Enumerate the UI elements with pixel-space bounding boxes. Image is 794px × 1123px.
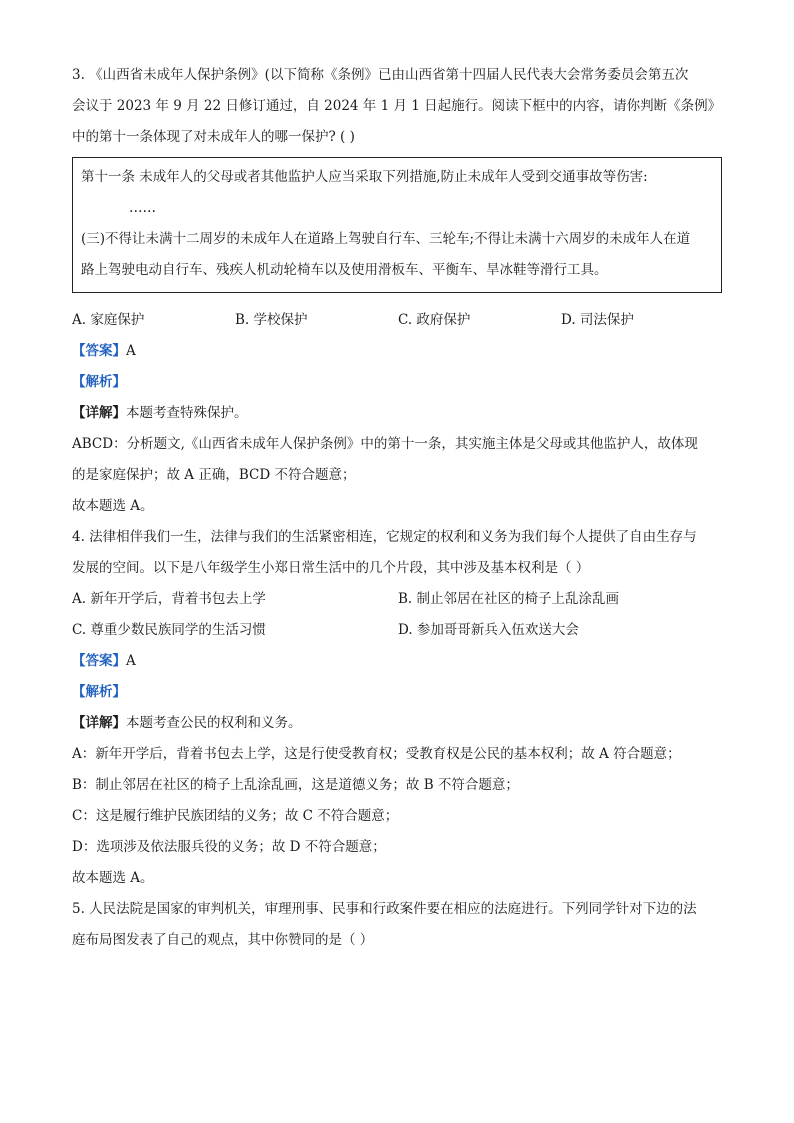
excerpt-line: 路上驾驶电动自行车、残疾人机动轮椅车以及使用滑板车、平衡车、旱冰鞋等滑行工具。 (81, 262, 608, 278)
detail-line (72, 398, 724, 429)
analysis-tag: 【解析】 (72, 684, 126, 700)
option-a: A. 家庭保护 (72, 312, 145, 328)
question-stem-line: 发展的空间。以下是八年级学生小郑日常生活中的几个片段，其中涉及基本权利是（ ） (72, 560, 590, 576)
option-b: B. 学校保护 (235, 312, 308, 328)
options-row (72, 305, 724, 336)
answer-line (72, 646, 724, 677)
analysis-tag: 【解析】 (72, 374, 126, 390)
answer-value: A (126, 343, 136, 359)
analysis-line (72, 367, 724, 398)
question-stem-line: 庭布局图发表了自己的观点，其中你赞同的是（ ） (72, 932, 374, 948)
conclusion-line: 故本题选 A。 (72, 498, 154, 514)
detail-tag: 【详解】 (72, 715, 126, 731)
question-stem-line: 3. 《山西省未成年人保护条例》(以下简称《条例》已由山西省第十四届人民代表大会常务委员会第五次 (72, 67, 689, 83)
question-3 (72, 60, 724, 522)
excerpt-line: 第十一条 未成年人的父母或者其他监护人应当采取下列措施,防止未成年人受到交通事故等伤害: (81, 169, 648, 185)
excerpt-line: (三)不得让未满十二周岁的未成年人在道路上驾驶自行车、三轮车;不得让未满十六周岁的未成年人在道 (81, 231, 691, 247)
detail-text: 本题考查特殊保护。 (126, 405, 248, 421)
explanation-line: B：制止邻居在社区的椅子上乱涂乱画，这是道德义务；故 B 不符合题意； (72, 777, 519, 793)
question-stem-line: 中的第十一条体现了对未成年人的哪一保护? ( ) (72, 129, 355, 145)
answer-line (72, 336, 724, 367)
option-a: A. 新年开学后，背着书包去上学 (72, 591, 266, 607)
question-5 (72, 894, 724, 956)
analysis-line (72, 677, 724, 708)
regulation-excerpt-box (72, 157, 722, 293)
detail-line (72, 708, 724, 739)
answer-tag: 【答案】 (72, 653, 126, 669)
excerpt-ellipsis: …… (129, 200, 156, 216)
option-d: D. 参加哥哥新兵入伍欢送大会 (398, 622, 579, 638)
options-row (72, 615, 724, 646)
explanation-line: 的是家庭保护；故 A 正确，BCD 不符合题意； (72, 467, 356, 483)
explanation-line: D：选项涉及依法服兵役的义务；故 D 不符合题意； (72, 839, 386, 855)
explanation-line: A：新年开学后，背着书包去上学，这是行使受教育权；受教育权是公民的基本权利；故 A 符合题意； (72, 746, 681, 762)
conclusion-line: 故本题选 A。 (72, 870, 154, 886)
detail-text: 本题考查公民的权利和义务。 (126, 715, 302, 731)
option-b: B. 制止邻居在社区的椅子上乱涂乱画 (398, 591, 620, 607)
option-c: C. 尊重少数民族同学的生活习惯 (72, 622, 266, 638)
options-row (72, 584, 724, 615)
answer-value: A (126, 653, 136, 669)
option-c: C. 政府保护 (398, 312, 471, 328)
answer-tag: 【答案】 (72, 343, 126, 359)
explanation-line: C：这是履行维护民族团结的义务；故 C 不符合题意； (72, 808, 399, 824)
question-4 (72, 522, 724, 894)
detail-tag: 【详解】 (72, 405, 126, 421)
explanation-line: ABCD：分析题文,《山西省未成年人保护条例》中的第十一条，其实施主体是父母或其他监护人，故体现 (72, 436, 698, 452)
question-stem-line: 5. 人民法院是国家的审判机关，审理刑事、民事和行政案件要在相应的法庭进行。下列同学针对下边的法 (72, 901, 697, 917)
question-stem-line: 4. 法律相伴我们一生，法律与我们的生活紧密相连，它规定的权利和义务为我们每个人提供了自由生存与 (72, 529, 697, 545)
question-stem-line: 会议于 2023 年 9 月 22 日修订通过，自 2024 年 1 月 1 日起施行。阅读下框中的内容，请你判断《条例》 (72, 98, 722, 114)
option-d: D. 司法保护 (561, 312, 634, 328)
document-page (72, 60, 724, 956)
